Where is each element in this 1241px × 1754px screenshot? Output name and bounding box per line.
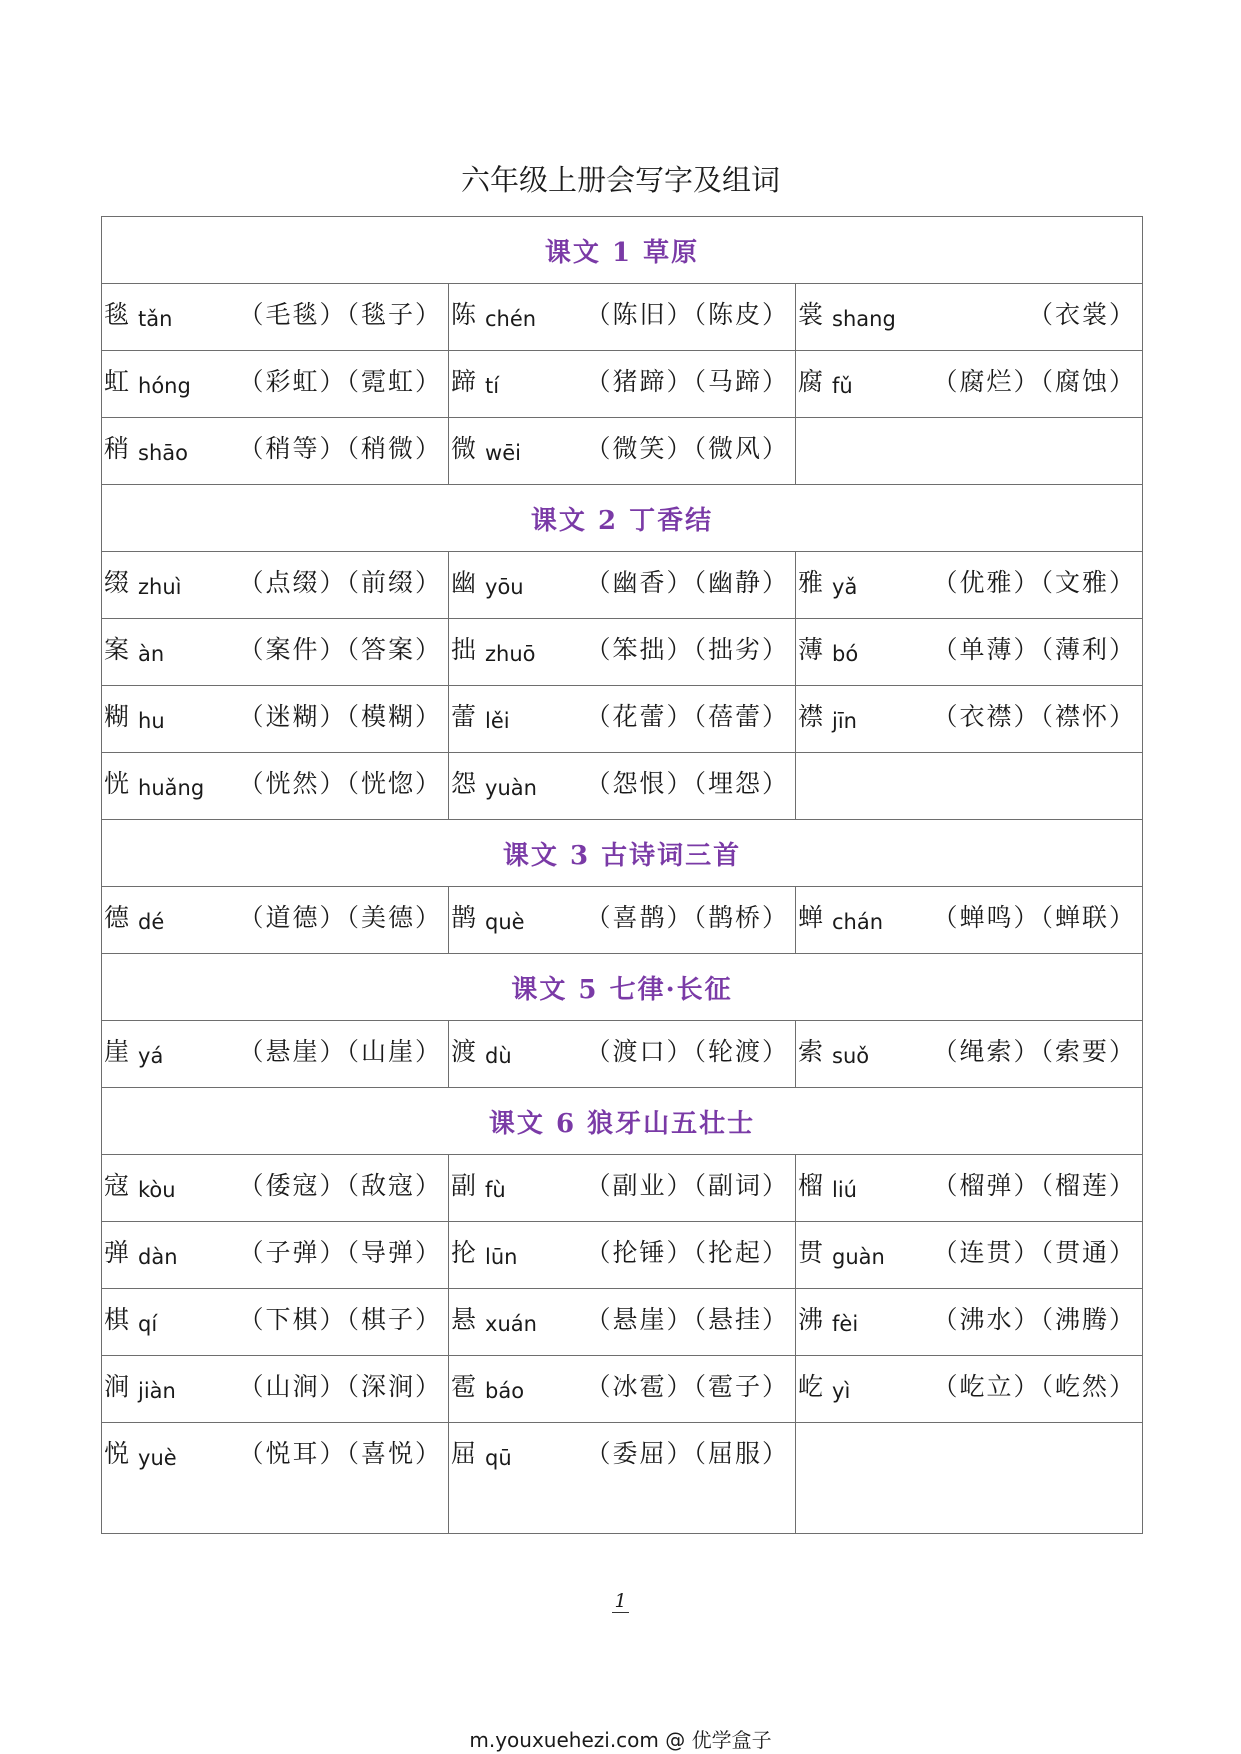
pinyin: qū xyxy=(485,1446,512,1470)
pinyin: suǒ xyxy=(832,1044,870,1068)
pinyin: zhuō xyxy=(485,642,536,666)
character-entry xyxy=(102,418,448,470)
hanzi-character: 沸 xyxy=(798,1305,824,1334)
pinyin: fǔ xyxy=(832,374,853,398)
pinyin: kòu xyxy=(138,1178,176,1202)
hanzi-character: 案 xyxy=(104,635,130,664)
hanzi-character: 雅 xyxy=(798,568,824,597)
hanzi-character: 蕾 xyxy=(451,702,477,731)
word-examples: （渡口）（轮渡） xyxy=(585,1037,789,1066)
character-entry xyxy=(796,351,1142,403)
empty-cell xyxy=(796,418,1143,485)
hanzi-character: 襟 xyxy=(798,702,824,731)
word-examples: （微笑）（微风） xyxy=(585,434,789,463)
word-examples: （怨恨）（埋怨） xyxy=(585,769,789,798)
lesson-header-row xyxy=(102,1088,1143,1155)
word-examples: （单薄）（薄利） xyxy=(932,635,1136,664)
hanzi-character: 屹 xyxy=(798,1372,824,1401)
character-row xyxy=(102,619,1143,686)
character-cell xyxy=(449,284,796,351)
character-entry xyxy=(102,552,448,604)
empty-cell xyxy=(796,753,1143,820)
empty-cell xyxy=(796,1423,1143,1534)
character-cell xyxy=(449,1155,796,1222)
word-examples: （毛毯）（毯子） xyxy=(238,300,442,329)
word-examples: （副业）（副词） xyxy=(585,1171,789,1200)
character-row xyxy=(102,753,1143,820)
lesson-header-cell xyxy=(102,1088,1143,1155)
character-row xyxy=(102,887,1143,954)
pinyin: bó xyxy=(832,642,859,666)
character-entry xyxy=(796,1289,1142,1341)
hanzi-character: 崖 xyxy=(104,1037,130,1066)
pinyin: tí xyxy=(485,374,500,398)
word-examples: （悦耳）（喜悦） xyxy=(238,1439,442,1468)
character-entry xyxy=(102,1155,448,1207)
character-entry xyxy=(102,284,448,336)
character-row xyxy=(102,1423,1143,1534)
hanzi-character: 陈 xyxy=(451,300,477,329)
word-examples: （山涧）（深涧） xyxy=(238,1372,442,1401)
word-examples: （悬崖）（山崖） xyxy=(238,1037,442,1066)
word-examples: （猪蹄）（马蹄） xyxy=(585,367,789,396)
character-row xyxy=(102,1289,1143,1356)
pinyin: fèi xyxy=(832,1312,859,1336)
word-examples: （恍然）（恍惚） xyxy=(238,769,442,798)
character-row xyxy=(102,552,1143,619)
character-cell xyxy=(796,284,1143,351)
word-examples: （喜鹊）（鹊桥） xyxy=(585,903,789,932)
page-title: 六年级上册会写字及组词 xyxy=(460,163,780,197)
lesson-header-row xyxy=(102,485,1143,552)
character-cell xyxy=(796,1289,1143,1356)
pinyin: yá xyxy=(138,1044,164,1068)
word-examples: （悬崖）（悬挂） xyxy=(585,1305,789,1334)
hanzi-character: 蹄 xyxy=(451,367,477,396)
pinyin: qí xyxy=(138,1312,158,1336)
character-cell xyxy=(102,552,449,619)
character-cell xyxy=(102,753,449,820)
character-entry xyxy=(449,351,795,403)
pinyin: àn xyxy=(138,642,165,666)
character-row xyxy=(102,418,1143,485)
word-examples: （花蕾）（蓓蕾） xyxy=(585,702,789,731)
lesson-title: 课文 6 狼牙山五壮士 xyxy=(488,1108,756,1139)
pinyin: chán xyxy=(832,910,884,934)
character-cell xyxy=(449,1289,796,1356)
pinyin: dé xyxy=(138,910,165,934)
character-cell xyxy=(449,619,796,686)
word-examples: （连贯）（贯通） xyxy=(932,1238,1136,1267)
pinyin: jīn xyxy=(832,709,857,733)
word-examples: （衣襟）（襟怀） xyxy=(932,702,1136,731)
hanzi-character: 稍 xyxy=(104,434,130,463)
character-cell xyxy=(449,1356,796,1423)
character-entry xyxy=(102,619,448,671)
character-cell xyxy=(102,351,449,418)
word-examples: （抡锤）（抡起） xyxy=(585,1238,789,1267)
pinyin: què xyxy=(485,910,525,934)
hanzi-character: 鹊 xyxy=(451,903,477,932)
character-cell xyxy=(102,1289,449,1356)
pinyin: jiàn xyxy=(138,1379,176,1403)
word-examples: （彩虹）（霓虹） xyxy=(238,367,442,396)
character-cell xyxy=(796,887,1143,954)
character-entry xyxy=(102,1021,448,1073)
lesson-title: 课文 3 古诗词三首 xyxy=(502,840,742,871)
word-examples: （绳索）（索要） xyxy=(932,1037,1136,1066)
character-cell xyxy=(102,1021,449,1088)
character-entry xyxy=(449,753,795,805)
lesson-header-cell xyxy=(102,217,1143,284)
character-entry xyxy=(449,1155,795,1207)
character-cell xyxy=(449,351,796,418)
character-entry xyxy=(796,887,1142,939)
character-cell xyxy=(796,1222,1143,1289)
pinyin: lūn xyxy=(485,1245,518,1269)
character-cell xyxy=(449,1222,796,1289)
hanzi-character: 索 xyxy=(798,1037,824,1066)
pinyin: chén xyxy=(485,307,537,331)
word-examples: （点缀）（前缀） xyxy=(238,568,442,597)
word-examples: （冰雹）（雹子） xyxy=(585,1372,789,1401)
character-entry xyxy=(449,552,795,604)
hanzi-character: 悬 xyxy=(451,1305,477,1334)
word-examples: （衣裳） xyxy=(1027,300,1136,329)
hanzi-character: 寇 xyxy=(104,1171,130,1200)
lesson-title: 课文 2 丁香结 xyxy=(530,505,714,536)
word-examples: （笨拙）（拙劣） xyxy=(585,635,789,664)
character-cell xyxy=(102,1356,449,1423)
character-entry xyxy=(102,887,448,939)
character-entry xyxy=(449,418,795,470)
character-row xyxy=(102,284,1143,351)
pinyin: liú xyxy=(832,1178,857,1202)
character-cell xyxy=(449,552,796,619)
hanzi-character: 缀 xyxy=(104,568,130,597)
lesson-title: 课文 1 草原 xyxy=(544,237,700,268)
word-examples: （陈旧）（陈皮） xyxy=(585,300,789,329)
word-examples: （案件）（答案） xyxy=(238,635,442,664)
character-entry xyxy=(102,1222,448,1274)
word-examples: （稍等）（稍微） xyxy=(238,434,442,463)
character-cell xyxy=(449,1021,796,1088)
character-entry xyxy=(449,686,795,738)
character-entry xyxy=(449,1423,795,1475)
character-cell xyxy=(449,686,796,753)
hanzi-character: 德 xyxy=(104,903,130,932)
character-row xyxy=(102,1021,1143,1088)
word-examples: （下棋）（棋子） xyxy=(238,1305,442,1334)
footer-watermark: m.youxuehezi.com @ 优学盒子 xyxy=(469,1728,772,1752)
hanzi-character: 薄 xyxy=(798,635,824,664)
pinyin: shāo xyxy=(138,441,188,465)
character-cell xyxy=(796,619,1143,686)
character-cell xyxy=(796,1021,1143,1088)
character-cell xyxy=(102,619,449,686)
character-entry xyxy=(102,1423,448,1475)
hanzi-character: 虹 xyxy=(104,367,130,396)
character-entry xyxy=(102,686,448,738)
character-cell xyxy=(102,887,449,954)
character-entry xyxy=(449,619,795,671)
hanzi-character: 棋 xyxy=(104,1305,130,1334)
lesson-header-row xyxy=(102,217,1143,284)
hanzi-character: 榴 xyxy=(798,1171,824,1200)
pinyin: lěi xyxy=(485,709,510,733)
character-entry xyxy=(102,351,448,403)
character-entry xyxy=(102,1289,448,1341)
hanzi-character: 裳 xyxy=(798,300,824,329)
character-cell xyxy=(796,552,1143,619)
character-cell xyxy=(449,418,796,485)
vocabulary-table-body xyxy=(102,217,1143,1534)
hanzi-character: 微 xyxy=(451,434,477,463)
pinyin: shang xyxy=(832,307,896,331)
pinyin: hóng xyxy=(138,374,191,398)
character-cell xyxy=(102,1155,449,1222)
pinyin: yōu xyxy=(485,575,524,599)
character-entry xyxy=(449,1289,795,1341)
pinyin: tǎn xyxy=(138,307,173,331)
pinyin: fù xyxy=(485,1178,506,1202)
hanzi-character: 弹 xyxy=(104,1238,130,1267)
character-row xyxy=(102,1356,1143,1423)
character-entry xyxy=(449,1222,795,1274)
character-entry xyxy=(449,1356,795,1408)
hanzi-character: 涧 xyxy=(104,1372,130,1401)
character-cell xyxy=(102,1222,449,1289)
hanzi-character: 副 xyxy=(451,1171,477,1200)
pinyin: yì xyxy=(832,1379,851,1403)
character-cell xyxy=(796,1155,1143,1222)
hanzi-character: 怨 xyxy=(451,769,477,798)
character-entry xyxy=(796,1021,1142,1073)
hanzi-character: 雹 xyxy=(451,1372,477,1401)
character-row xyxy=(102,686,1143,753)
pinyin: xuán xyxy=(485,1312,537,1336)
pinyin: dù xyxy=(485,1044,512,1068)
vocabulary-table xyxy=(101,216,1143,1534)
hanzi-character: 拙 xyxy=(451,635,477,664)
hanzi-character: 悦 xyxy=(104,1439,130,1468)
character-cell xyxy=(796,351,1143,418)
pinyin: zhuì xyxy=(138,575,182,599)
word-examples: （蝉鸣）（蝉联） xyxy=(932,903,1136,932)
character-cell xyxy=(102,418,449,485)
character-entry xyxy=(796,686,1142,738)
character-cell xyxy=(449,1423,796,1534)
character-entry xyxy=(796,552,1142,604)
word-examples: （道德）（美德） xyxy=(238,903,442,932)
pinyin: huǎng xyxy=(138,776,205,800)
character-row xyxy=(102,1222,1143,1289)
character-cell xyxy=(796,1356,1143,1423)
hanzi-character: 腐 xyxy=(798,367,824,396)
page-number-text: 1 xyxy=(614,1590,627,1612)
hanzi-character: 糊 xyxy=(104,702,130,731)
character-entry xyxy=(449,1021,795,1073)
lesson-header-row xyxy=(102,954,1143,1021)
hanzi-character: 蝉 xyxy=(798,903,824,932)
character-entry xyxy=(102,753,448,805)
character-cell xyxy=(796,686,1143,753)
pinyin: yuàn xyxy=(485,776,537,800)
character-cell xyxy=(449,753,796,820)
hanzi-character: 渡 xyxy=(451,1037,477,1066)
word-examples: （屹立）（屹然） xyxy=(932,1372,1136,1401)
character-cell xyxy=(102,1423,449,1534)
pinyin: yuè xyxy=(138,1446,177,1470)
hanzi-character: 幽 xyxy=(451,568,477,597)
character-cell xyxy=(449,887,796,954)
word-examples: （迷糊）（模糊） xyxy=(238,702,442,731)
lesson-header-cell xyxy=(102,954,1143,1021)
character-entry xyxy=(449,887,795,939)
lesson-header-cell xyxy=(102,485,1143,552)
character-entry xyxy=(796,1356,1142,1408)
character-entry xyxy=(796,1222,1142,1274)
word-examples: （倭寇）（敌寇） xyxy=(238,1171,442,1200)
word-examples: （幽香）（幽静） xyxy=(585,568,789,597)
pinyin: guàn xyxy=(832,1245,885,1269)
character-cell xyxy=(102,284,449,351)
hanzi-character: 毯 xyxy=(104,300,130,329)
character-entry xyxy=(796,284,1142,336)
word-examples: （腐烂）（腐蚀） xyxy=(932,367,1136,396)
character-row xyxy=(102,351,1143,418)
pinyin: wēi xyxy=(485,441,521,465)
character-entry xyxy=(449,284,795,336)
word-examples: （子弹）（导弹） xyxy=(238,1238,442,1267)
character-entry xyxy=(796,1155,1142,1207)
character-cell xyxy=(102,686,449,753)
pinyin: yǎ xyxy=(832,575,858,599)
pinyin: hu xyxy=(138,709,165,733)
page-number xyxy=(0,1590,1241,1612)
character-entry xyxy=(102,1356,448,1408)
word-examples: （委屈）（屈服） xyxy=(585,1439,789,1468)
word-examples: （榴弹）（榴莲） xyxy=(932,1171,1136,1200)
hanzi-character: 抡 xyxy=(451,1238,477,1267)
hanzi-character: 屈 xyxy=(451,1439,477,1468)
pinyin: báo xyxy=(485,1379,525,1403)
word-examples: （优雅）（文雅） xyxy=(932,568,1136,597)
lesson-title: 课文 5 七律·长征 xyxy=(511,974,733,1005)
character-entry xyxy=(796,619,1142,671)
hanzi-character: 恍 xyxy=(104,769,130,798)
pinyin: dàn xyxy=(138,1245,178,1269)
lesson-header-row xyxy=(102,820,1143,887)
lesson-header-cell xyxy=(102,820,1143,887)
hanzi-character: 贯 xyxy=(798,1238,824,1267)
word-examples: （沸水）（沸腾） xyxy=(932,1305,1136,1334)
character-row xyxy=(102,1155,1143,1222)
